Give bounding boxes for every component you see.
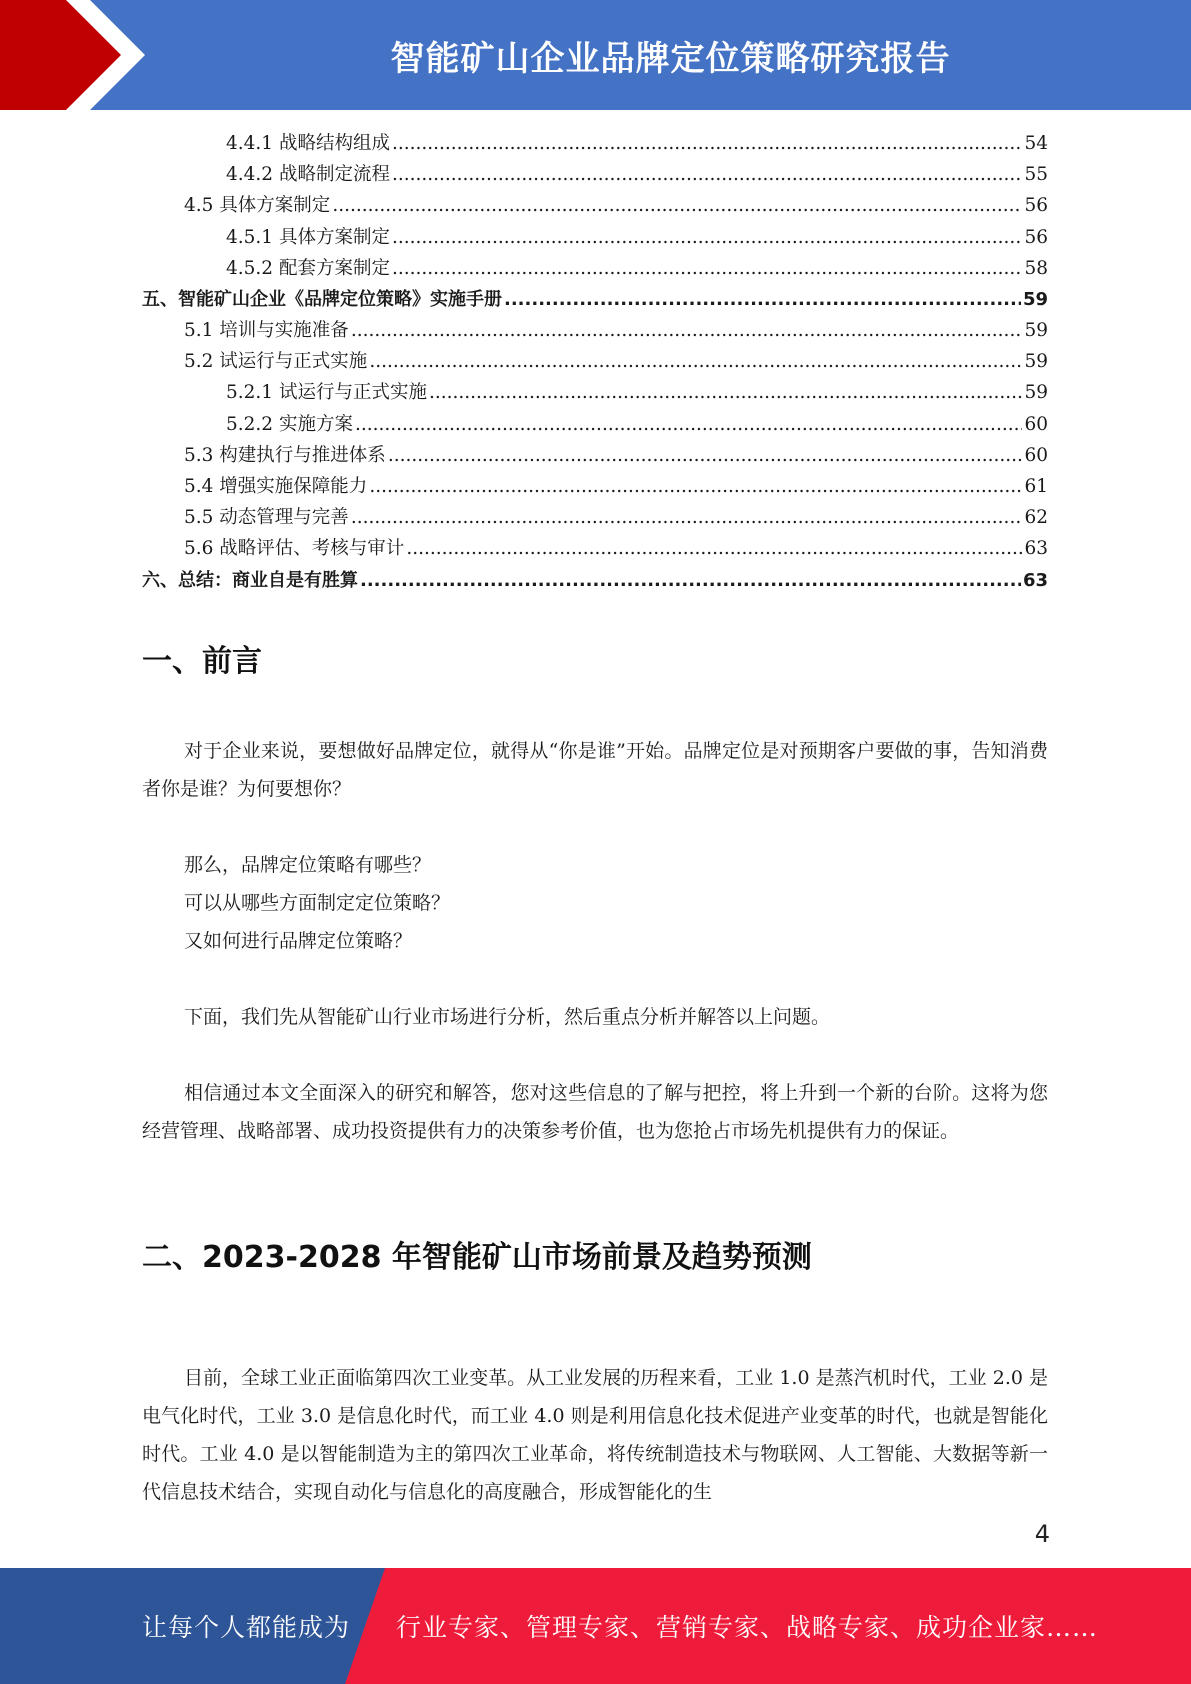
toc-entry-label: 5.3 构建执行与推进体系 xyxy=(184,444,386,466)
toc-entry-page: 56 xyxy=(1024,226,1048,248)
toc-entry-label: 4.4.2 战略制定流程 xyxy=(226,164,390,186)
toc-entry-label: 4.5 具体方案制定 xyxy=(184,195,331,217)
toc-dot-leader xyxy=(355,409,1023,440)
toc-entry[interactable] xyxy=(142,502,1048,533)
toc-entry[interactable] xyxy=(142,565,1048,596)
toc-entry[interactable] xyxy=(142,253,1048,284)
question-line: 那么，品牌定位策略有哪些？ xyxy=(184,854,432,876)
toc-entry-page: 59 xyxy=(1024,351,1048,373)
footer-slogan-left: 让每个人都能成为 xyxy=(142,1613,351,1642)
toc-dot-leader xyxy=(392,128,1022,159)
toc-entry[interactable] xyxy=(142,315,1048,346)
page-header xyxy=(0,0,1191,110)
toc-entry-page: 59 xyxy=(1024,382,1048,404)
toc-entry[interactable] xyxy=(142,533,1048,564)
toc-entry[interactable] xyxy=(142,378,1048,409)
toc-entry-label: 4.4.1 战略结构组成 xyxy=(226,132,390,154)
toc-dot-leader xyxy=(392,253,1022,284)
toc-dot-leader xyxy=(388,440,1023,471)
toc-dot-leader xyxy=(392,159,1022,190)
toc-entry-label: 5.6 战略评估、考核与审计 xyxy=(184,538,405,560)
toc-dot-leader xyxy=(332,190,1022,221)
paragraph: 对于企业来说，要想做好品牌定位，就得从“你是谁”开始。品牌定位是对预期客户要做的事，告知消费者你是谁？为何要想你？ xyxy=(142,740,1048,800)
toc-dot-leader xyxy=(392,222,1022,253)
toc-entry-page: 61 xyxy=(1024,476,1048,498)
section-heading-market-forecast: 二、2023-2028 年智能矿山市场前景及趋势预测 xyxy=(142,1240,812,1275)
header-arrow-icon xyxy=(0,0,160,110)
toc-entry[interactable] xyxy=(142,128,1048,159)
table-of-contents xyxy=(142,128,1048,596)
page-number: 4 xyxy=(1034,1520,1050,1548)
report-title: 智能矿山企业品牌定位策略研究报告 xyxy=(390,38,951,79)
footer-slogan-right: 行业专家、管理专家、营销专家、战略专家、成功企业家…… xyxy=(396,1613,1099,1642)
toc-entry[interactable] xyxy=(142,190,1048,221)
toc-dot-leader xyxy=(369,346,1022,377)
toc-dot-leader xyxy=(351,502,1023,533)
toc-entry[interactable] xyxy=(142,222,1048,253)
toc-entry-page: 59 xyxy=(1022,288,1048,310)
toc-entry-label: 五、智能矿山企业《品牌定位策略》实施手册 xyxy=(142,288,502,310)
toc-entry-page: 62 xyxy=(1024,507,1048,529)
toc-entry-label: 六、总结：商业自是有胜算 xyxy=(142,569,358,591)
section-heading-preface: 一、前言 xyxy=(142,644,262,679)
toc-dot-leader xyxy=(504,284,1021,315)
toc-entry-label: 5.2 试运行与正式实施 xyxy=(184,351,368,373)
toc-entry-page: 63 xyxy=(1024,538,1048,560)
toc-entry-page: 60 xyxy=(1024,413,1048,435)
toc-entry[interactable] xyxy=(142,440,1048,471)
toc-entry-page: 60 xyxy=(1024,444,1048,466)
toc-entry[interactable] xyxy=(142,409,1048,440)
toc-dot-leader xyxy=(351,315,1023,346)
question-line: 可以从哪些方面制定定位策略？ xyxy=(184,892,451,914)
toc-entry-label: 5.2.1 试运行与正式实施 xyxy=(226,382,427,404)
toc-entry-label: 5.1 培训与实施准备 xyxy=(184,320,349,342)
toc-entry-label: 5.2.2 实施方案 xyxy=(226,413,353,435)
paragraph: 目前，全球工业正面临第四次工业变革。从工业发展的历程来看，工业 1.0 是蒸汽机时代，工业 2.0 是电气化时代，工业 3.0 是信息化时代，而工业 4.0 则是利用信息化技术促进产业变革的时代，也就是智能化时代。工业 4.0 是以智能制造为主的第四次工业革命，将传统制造技术与物联网、人工智能、大数据等新一代信息技术结合，实现自动化与信息化的高度融合，形成智能化的生 xyxy=(142,1367,1048,1503)
toc-dot-leader xyxy=(360,565,1021,596)
toc-entry-page: 59 xyxy=(1024,320,1048,342)
toc-entry[interactable] xyxy=(142,284,1048,315)
toc-entry[interactable] xyxy=(142,471,1048,502)
toc-entry-page: 55 xyxy=(1024,164,1048,186)
toc-entry-label: 4.5.1 具体方案制定 xyxy=(226,226,390,248)
toc-dot-leader xyxy=(406,533,1022,564)
toc-entry[interactable] xyxy=(142,346,1048,377)
toc-entry-label: 5.4 增强实施保障能力 xyxy=(184,476,368,498)
toc-entry-label: 5.5 动态管理与完善 xyxy=(184,507,349,529)
toc-entry-page: 58 xyxy=(1024,257,1048,279)
toc-entry-label: 4.5.2 配套方案制定 xyxy=(226,257,390,279)
toc-dot-leader xyxy=(369,471,1022,502)
toc-entry-page: 54 xyxy=(1024,132,1048,154)
toc-entry-page: 56 xyxy=(1024,195,1048,217)
page-footer xyxy=(0,1568,1191,1684)
paragraph: 相信通过本文全面深入的研究和解答，您对这些信息的了解与把控，将上升到一个新的台阶。这将为您经营管理、战略部署、成功投资提供有力的决策参考价值，也为您抢占市场先机提供有力的保证。 xyxy=(142,1082,1048,1142)
question-line: 又如何进行品牌定位策略？ xyxy=(184,930,413,952)
toc-entry-page: 63 xyxy=(1022,569,1048,591)
toc-dot-leader xyxy=(429,377,1022,408)
paragraph: 下面，我们先从智能矿山行业市场进行分析，然后重点分析并解答以上问题。 xyxy=(184,1006,831,1028)
toc-entry[interactable] xyxy=(142,159,1048,190)
